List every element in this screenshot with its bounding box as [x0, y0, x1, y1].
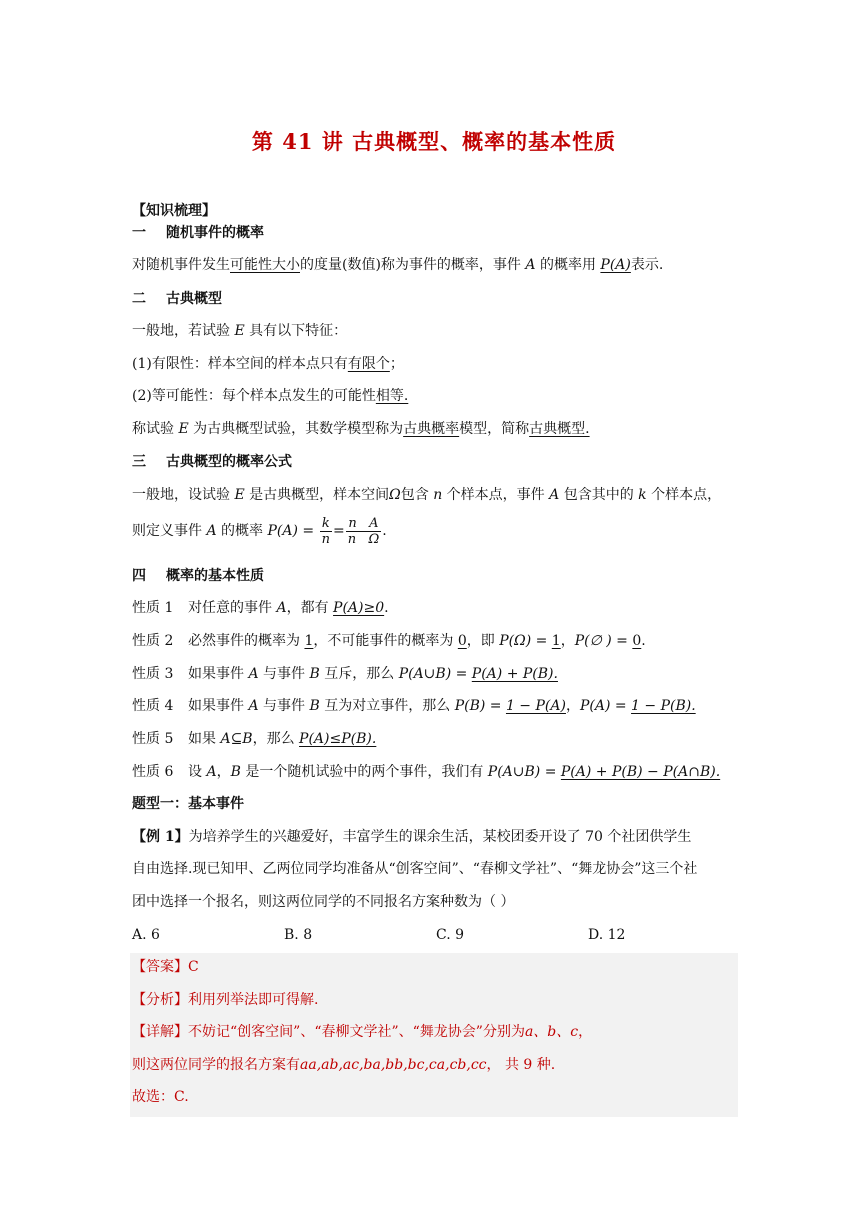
text-span: 一般地，设试验	[132, 487, 235, 503]
detail-line-1	[132, 1022, 592, 1042]
property-label: 性质 3	[132, 666, 174, 682]
example-label: 【例 1】	[132, 829, 189, 845]
property-3	[132, 664, 558, 684]
text-span: ，	[565, 698, 580, 714]
math-expr: P(A∪B) =	[398, 666, 472, 682]
underlined-term: 1	[304, 633, 314, 649]
underlined-term: P(A)	[600, 257, 631, 273]
underlined-term: 1 − P(A)	[505, 698, 566, 714]
n-symbol: n	[348, 515, 357, 531]
text-span: 必然事件的概率为	[188, 633, 305, 649]
underlined-term: P(A)≥0	[333, 600, 385, 616]
option-a[interactable]: A. 6	[132, 927, 160, 943]
text-span: 包含	[400, 487, 434, 503]
detail-label: 【详解】	[132, 1024, 188, 1040]
text-span: 表示.	[630, 257, 664, 273]
text-span: 一般地，若试验	[132, 323, 235, 339]
math-expr: aa,ab,ac,ba,bb,bc,ca,cb,cc	[300, 1057, 487, 1073]
text-span: 是古典概型，样本空间	[244, 487, 390, 503]
text-span: ，都有	[286, 600, 334, 616]
section-2-heading	[132, 289, 222, 309]
math-var: B	[230, 764, 241, 780]
numerator: k	[320, 516, 332, 532]
section-2-line-2	[132, 354, 404, 374]
answer-value: C	[188, 959, 199, 975]
fraction-nA-over-nOmega	[346, 516, 382, 547]
math-expr: P(A∪B) =	[487, 764, 561, 780]
text-span: ，	[560, 633, 575, 649]
text-span: .	[641, 633, 646, 649]
page-title: 第 41 讲 古典概型、概率的基本性质	[251, 129, 617, 154]
property-1	[132, 598, 389, 618]
math-var: A	[549, 487, 560, 503]
text-span: 为培养学生的兴趣爱好，丰富学生的课余生活，某校团委开设了 70 个社团供学生	[188, 829, 692, 845]
math-var: E	[234, 323, 245, 339]
text-span: 设	[188, 764, 207, 780]
text-span: 则这两位同学的报名方案有	[132, 1057, 300, 1073]
underlined-term: P(A)≤P(B).	[299, 731, 377, 747]
math-var: B	[309, 666, 320, 682]
text-span: ， 共 9 种.	[486, 1057, 556, 1073]
text-span: 如果	[188, 731, 221, 747]
text-span: 如果事件	[188, 666, 249, 682]
text-span: 互斥，那么	[319, 666, 399, 682]
underlined-term: 相等.	[375, 388, 409, 404]
property-label: 性质 5	[132, 731, 174, 747]
underlined-term: P(A) + P(B).	[471, 666, 558, 682]
section-2-num: 二	[132, 291, 146, 307]
options-row	[132, 925, 740, 945]
section-1-text	[132, 255, 663, 275]
analysis-label: 【分析】	[132, 992, 188, 1008]
section-1-heading	[132, 223, 264, 243]
text-span: 与事件	[258, 698, 310, 714]
property-5	[132, 729, 376, 749]
denominator	[346, 532, 382, 547]
text-span: 互为对立事件，那么	[319, 698, 455, 714]
math-expr: P(∅ ) =	[574, 633, 633, 649]
math-expr: A⊆B	[220, 731, 253, 747]
math-var: k	[638, 487, 647, 503]
property-2	[132, 631, 646, 651]
section-3-formula-line	[132, 515, 387, 547]
type-1-header: 题型一：基本事件	[132, 796, 244, 812]
section-2-title: 古典概型	[166, 291, 222, 307]
analysis-text: 利用列举法即可得解.	[188, 992, 319, 1008]
section-4-num: 四	[132, 568, 146, 584]
answer-label: 【答案】	[132, 959, 188, 975]
text-span: 个样本点，事件	[442, 487, 550, 503]
text-span: 是一个随机试验中的两个事件，我们有	[240, 764, 488, 780]
text-span: 个样本点，	[646, 487, 722, 503]
property-label: 性质 4	[132, 698, 174, 714]
underlined-term: 0	[632, 633, 642, 649]
analysis-line	[132, 990, 318, 1010]
section-2-line-3	[132, 386, 408, 406]
n-symbol: n	[347, 531, 357, 547]
math-var: A	[276, 600, 287, 616]
text-span: 为古典概型试验，其数学模型称为	[188, 421, 404, 437]
section-4-heading	[132, 566, 264, 586]
example-1-line-3: 团中选择一个报名，则这两位同学的不同报名方案种数为（ ）	[132, 894, 515, 910]
math-var: Ω	[389, 487, 401, 503]
underlined-term: 古典概型.	[529, 421, 590, 437]
math-expr: a、b、c	[524, 1024, 579, 1040]
math-expr: P(A) =	[579, 698, 632, 714]
numerator	[346, 516, 382, 532]
underlined-term: 0	[457, 633, 467, 649]
underlined-term: 可能性大小	[230, 257, 300, 273]
omega-symbol: Ω	[368, 531, 380, 547]
text-span: 称试验	[132, 421, 179, 437]
equals-sign: =	[332, 523, 345, 539]
text-span: ，即	[466, 633, 500, 649]
property-4	[132, 696, 696, 716]
denominator: n	[321, 531, 330, 547]
math-var: A	[525, 257, 536, 273]
text-span: (2)等可能性：每个样本点发生的可能性	[132, 388, 376, 404]
text-span: ，那么	[252, 731, 300, 747]
text-span: 模型，简称	[459, 421, 530, 437]
underlined-term: 1 − P(B).	[631, 698, 696, 714]
property-label: 性质 1	[132, 600, 174, 616]
section-3-heading	[132, 452, 292, 472]
text-span: 包含其中的	[559, 487, 639, 503]
text-span: 与事件	[258, 666, 310, 682]
text-span: ；	[389, 356, 404, 372]
text-span: 的概率	[216, 523, 268, 539]
knowledge-header: 【知识梳理】	[132, 203, 216, 219]
text-span: (1)有限性：样本空间的样本点只有	[132, 356, 348, 372]
property-label: 性质 6	[132, 764, 174, 780]
text-span: ，	[216, 764, 231, 780]
text-span: 如果事件	[188, 698, 249, 714]
math-var: n	[433, 487, 443, 503]
math-expr: P(A) =	[267, 523, 315, 539]
property-label: 性质 2	[132, 633, 174, 649]
text-span: ，	[578, 1024, 593, 1040]
math-var: E	[178, 421, 189, 437]
text-span: 具有以下特征：	[244, 323, 348, 339]
option-c[interactable]: C. 9	[436, 927, 465, 943]
option-d[interactable]: D. 12	[588, 927, 626, 943]
section-2-line-4	[132, 419, 590, 439]
property-6	[132, 762, 720, 782]
example-1-line-2: 自由选择.现已知甲、乙两位同学均准备从“创客空间”、“春柳文学社”、“舞龙协会”这三个社	[132, 861, 698, 877]
A-symbol: A	[369, 515, 379, 531]
detail-line-2	[132, 1055, 555, 1075]
text-span: 对随机事件发生	[132, 257, 230, 273]
section-1-num: 一	[132, 225, 146, 241]
section-1-title: 随机事件的概率	[166, 225, 264, 241]
section-3-line-1	[132, 485, 721, 505]
math-var: B	[309, 698, 320, 714]
underlined-term: P(A) + P(B) − P(A∩B).	[560, 764, 721, 780]
answer-line	[132, 957, 199, 977]
underlined-term: 有限个	[347, 356, 390, 372]
math-var: A	[206, 764, 217, 780]
math-expr: P(Ω) =	[499, 633, 552, 649]
text-span: 的概率用	[535, 257, 601, 273]
text-span: 不妨记“创客空间”、“春柳文学社”、“舞龙协会”分别为	[188, 1024, 525, 1040]
text-span: 的度量(数值)称为事件的概率，事件	[300, 257, 526, 273]
math-var: A	[248, 666, 259, 682]
text-span: 对任意的事件	[188, 600, 277, 616]
math-var: A	[206, 523, 217, 539]
underlined-term: 古典概率	[403, 421, 460, 437]
section-3-title: 古典概型的概率公式	[166, 454, 292, 470]
example-1-line-1	[132, 827, 691, 847]
section-3-num: 三	[132, 454, 146, 470]
math-var: A	[248, 698, 259, 714]
option-b[interactable]: B. 8	[284, 927, 313, 943]
fraction-k-over-n	[320, 516, 332, 547]
math-expr: P(B) =	[454, 698, 506, 714]
section-4-title: 概率的基本性质	[166, 568, 264, 584]
choice-line: 故选：C.	[132, 1089, 189, 1105]
math-var: E	[234, 487, 245, 503]
text-span: 则定义事件	[132, 523, 207, 539]
underlined-term: 1	[551, 633, 561, 649]
section-2-line-1	[132, 321, 347, 341]
text-span: .	[382, 523, 387, 539]
text-span: ，不可能事件的概率为	[313, 633, 458, 649]
text-span: .	[384, 600, 389, 616]
